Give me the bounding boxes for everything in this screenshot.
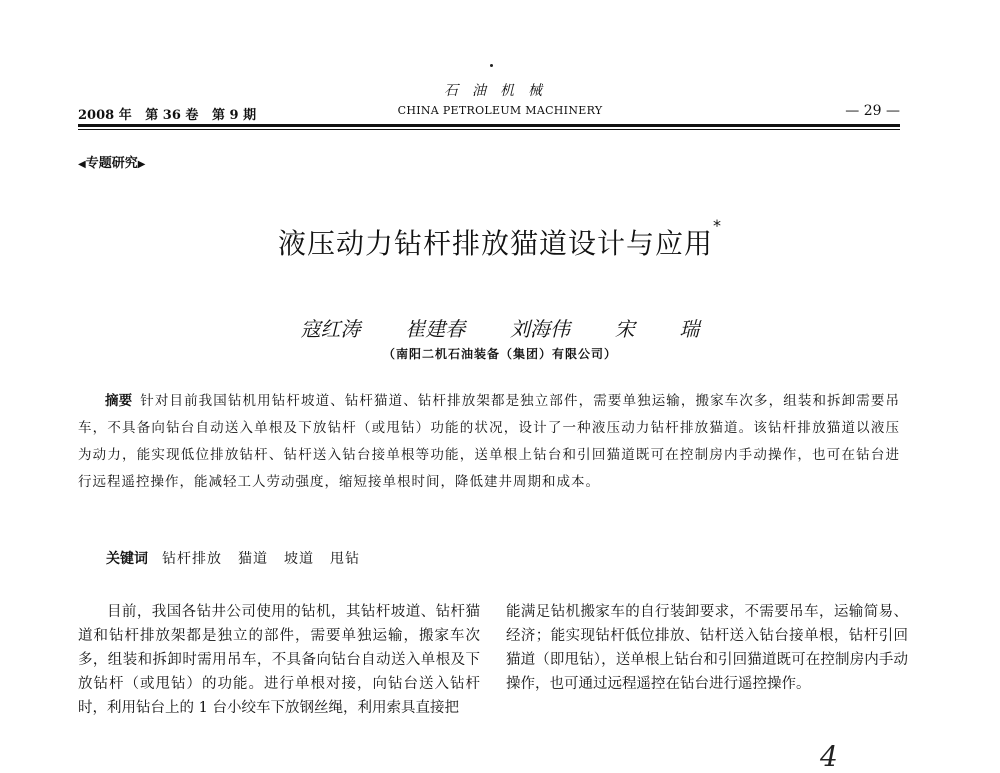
- keywords: [78, 548, 900, 568]
- keyword: 钻杆排放: [162, 551, 222, 567]
- journal-name-cn: 石油机械: [444, 83, 556, 99]
- keyword: 猫道: [238, 551, 268, 567]
- left-triangle-icon: ◀: [78, 159, 86, 170]
- right-triangle-icon: ▶: [137, 159, 146, 170]
- author-list: 寇红涛 崔建春 刘海伟 宋 瑞: [300, 317, 700, 341]
- page-number: — 29 —: [845, 103, 900, 119]
- abstract: [78, 388, 900, 496]
- section-tag-label: 专题研究: [85, 156, 138, 171]
- header-rule-thin: [78, 129, 900, 130]
- author-affiliation: （南阳二机石油装备（集团）有限公司）: [382, 347, 617, 361]
- keyword: 坡道: [284, 551, 314, 567]
- body-column-right: 能满足钻机搬家车的自行装卸要求，不需要吊车，运输简易、经济；能实现钻杆低位排放、钻杆送入钻台接单根，钻杆引回猫道（即甩钻），送单根上钻台和引回猫道既可在控制房内手动操作，也可通过远程遥控在钻台进行遥控操作。: [506, 604, 908, 692]
- abstract-text: 针对目前我国钻机用钻杆坡道、钻杆猫道、钻杆排放架都是独立部件，需要单独运输，搬家车次多，组装和拆卸需要吊车，不具备向钻台自动送入单根及下放钻杆（或甩钻）功能的状况，设计了一种液压动力钻杆排放猫道。该钻杆排放猫道以液压为动力，能实现低位排放钻杆、钻杆送入钻台接单根等功能，送单根上钻台和引回猫道既可在控制房内手动操作，也可在钻台进行远程遥控操作，能减轻工人劳动强度，缩短接单根时间，降低建井周期和成本。: [78, 393, 901, 490]
- paper-title-text: 液压动力钻杆排放猫道设计与应用: [277, 227, 713, 260]
- header-rule-thick: [78, 124, 900, 127]
- abstract-label: 摘要: [105, 393, 133, 409]
- title-footnote-mark: *: [713, 216, 722, 235]
- keyword: 甩钻: [330, 551, 360, 567]
- issue-info: 2008 年 第 36 卷 第 9 期: [78, 108, 257, 123]
- figure-fragment: 4: [820, 740, 838, 773]
- body-column-left: 目前，我国各钻井公司使用的钻机，其钻杆坡道、钻杆猫道和钻杆排放架都是独立的部件，需要单独运输，搬家车次多，组装和拆卸时需用吊车，不具备向钻台自动送入单根及下放钻杆（或甩钻）的功能。进行单根对接，向钻台送入钻杆时，利用钻台上的 1 台小绞车下放钢丝绳，利用索具直接把: [78, 604, 480, 716]
- paper-title: [150, 216, 850, 262]
- journal-name-en: CHINA PETROLEUM MACHINERY: [397, 104, 603, 117]
- section-tag: [78, 152, 145, 171]
- keywords-label: 关键词: [106, 551, 148, 567]
- scan-speck: [490, 64, 493, 67]
